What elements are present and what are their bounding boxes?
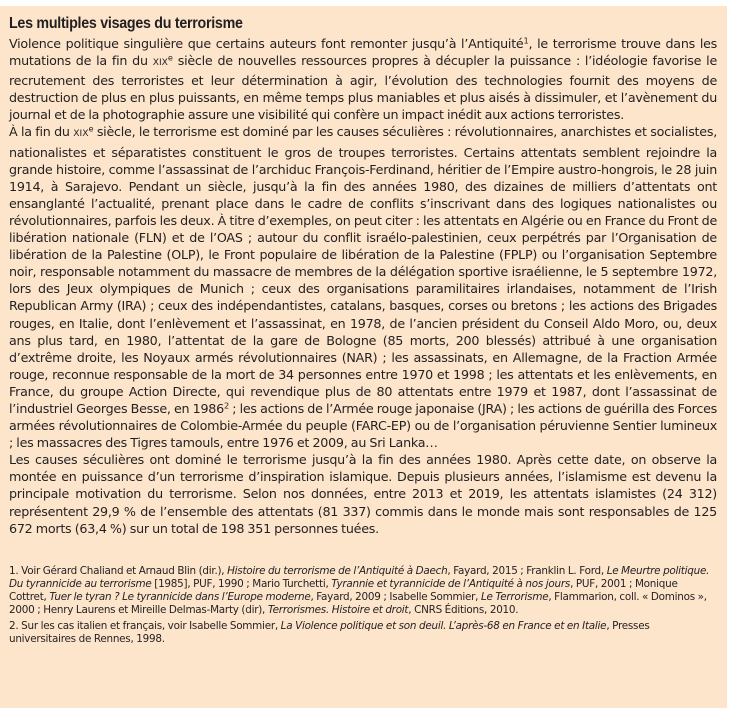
text-run: Violence politique singulière que certains auteurs font remonter jusqu’à l’Antiquité — [9, 36, 524, 51]
box-title: Les multiples visages du terrorisme — [9, 15, 243, 32]
italic-title: Le Meurtre politique. Du tyrannicide au terrorisme — [9, 564, 710, 590]
italic-title: Terrorismes. Histoire et droit — [267, 604, 409, 617]
italic-title: Histoire du terrorisme de l’Antiquité à Daech — [227, 564, 448, 577]
italic-title: Tyrannie et tyrannicide de l’Antiquité à nos jours — [331, 577, 571, 590]
paragraph — [9, 451, 717, 536]
superscript: e — [88, 123, 94, 134]
italic-title: La Violence politique et son deuil. L’après-68 en France et en Italie — [280, 619, 607, 632]
paragraph — [9, 123, 717, 451]
text-run: 1. Voir Gérard Chaliand et Arnaud Blin (dir.), — [9, 564, 228, 577]
footnote — [9, 620, 717, 646]
text-run: , Fayard, 2015 ; Franklin L. Ford, — [447, 564, 607, 577]
text-run: 2. Sur les cas italien et français, voir Isabelle Sommier, — [9, 619, 281, 632]
text-run: , Presses universitaires de Rennes, 1998. — [9, 619, 650, 645]
text-run: [1985], PUF, 1990 ; Mario Turchetti, — [151, 577, 332, 590]
text-run: siècle de nouvelles ressources propres à décupler la puissance : l’idéologie favorise le recrutement des terroristes et leur détermination à agir, l’évolution des technologies fournit des moyens de destruction de plus en plus puissants, en même temps plus maniables et plus aisés à dissimuler, et l’avènement du journal et de la photographie assure une visibilité qui confère un impact inédit aux actions terroristes. — [9, 53, 718, 123]
text-run: À la fin du — [9, 124, 74, 140]
italic-title: Le Terrorisme — [480, 591, 549, 604]
text-run: , Fayard, 2009 ; Isabelle Sommier, — [310, 591, 481, 604]
text-run: , Flammarion, coll. « Dominos », 2000 ; Henry Laurens et Mireille Delmas-Marty (dir), — [9, 591, 707, 617]
footnote-ref: 1 — [523, 35, 529, 46]
text-run: , CNRS Éditions, 2010. — [408, 604, 519, 617]
italic-title: Tuer le tyran ? Le tyrannicide dans l’Europe moderne — [49, 591, 311, 604]
paragraph — [9, 35, 717, 123]
roman-numeral: XIX — [152, 58, 168, 69]
superscript: e — [167, 52, 173, 63]
text-run: siècle, le terrorisme est dominé par les causes séculières : révolutionnaires, anarchistes et socialistes, nationalistes et séparatistes constituent le gros de troupes terroristes. Certains attentats semblent rejoindre la grande histoire, comme l’assassinat de l’archiduc François-Ferdinand, héritier de l’Empire austro-hongrois, le 28 juin 1914, à Sarajevo. Pendant un siècle, jusqu’à la fin des années 1980, des dizaines de milliers d’attentats ont ensanglanté l’actualité, prenant place dans le cadre de conflits s’inscrivant dans des logiques nationalistes ou révolutionnaires, parfois les deux. À titre d’exemples, on peut citer : les attentats en Algérie ou en France du Front de libération nationale (FLN) et de l’OAS ; autour du conflit israélo-palestinien, ceux perpétrés par l’Organisation de libération de la Palestine (OLP), le Front populaire de libération de la Palestine (FPLP) ou l’organisation Septembre noir, responsable notamment du massacre de membres de la délégation sportive israélienne, le 5 septembre 1972, lors des Jeux olympiques de Munich ; ceux des organisations paramilitaires irlandaises, notamment de l’Irish Republican Army (IRA) ; ceux des indépendantistes, catalans, basques, corses ou bretons ; les actions des Brigades rouges, en Italie, dont l’enlèvement et l’assassinat, en 1978, de l’ancien président du Conseil Aldo Moro, ou, deux ans plus tard, en 1980, l’attentat de la gare de Bologne (85 morts, 200 blessés) attribué à une organisation d’extrême droite, les Noyaux armés révolutionnaires (NAR) ; les assassinats, en Allemagne, de la Fraction Armée rouge, reconnue responsable de la mort de 34 personnes entre 1970 et 1998 ; les attentats et les enlèvements, en France, du groupe Action Directe, qui revendique plus de 80 attentats entre 1979 et 1987, dont l’assassinat de l’industriel Georges Besse, en 1986 — [9, 124, 717, 416]
body-text — [9, 35, 717, 537]
text-run: Les causes séculières ont dominé le terrorisme jusqu’à la fin des années 1980. Après cette date, on observe la montée en puissance d’un terrorisme d’inspiration islamique. Depuis plusieurs années, l’islamisme est devenu la principale motivation du terrorisme. Selon nos données, entre 2013 et 2019, les attentats islamistes (24 312) représentent 29,9 % de l’ensemble des attentats (81 337) commis dans le monde mais sont responsables de 125 672 morts (63,4 %) sur un total de 198 351 personnes tuées. — [9, 452, 717, 536]
footnote — [9, 565, 717, 618]
text-run: , le terrorisme trouve dans les mutations de la fin du — [9, 36, 718, 69]
text-run: ; les actions de l’Armée rouge japonaise (JRA) ; les actions de guérilla des Forces armées révolutionnaires de Colombie-Armée du peuple (FARC-EP) ou de l’organisation péruvienne Sentier lumineux ; les massacres des Tigres tamouls, entre 1976 et 2009, au Sri Lanka… — [9, 400, 717, 451]
footnotes — [9, 565, 717, 646]
footnote-ref: 2 — [223, 400, 229, 411]
text-run: , PUF, 2001 ; Monique Cottret, — [9, 577, 678, 604]
roman-numeral: XIX — [73, 129, 89, 140]
text-box — [0, 6, 727, 708]
